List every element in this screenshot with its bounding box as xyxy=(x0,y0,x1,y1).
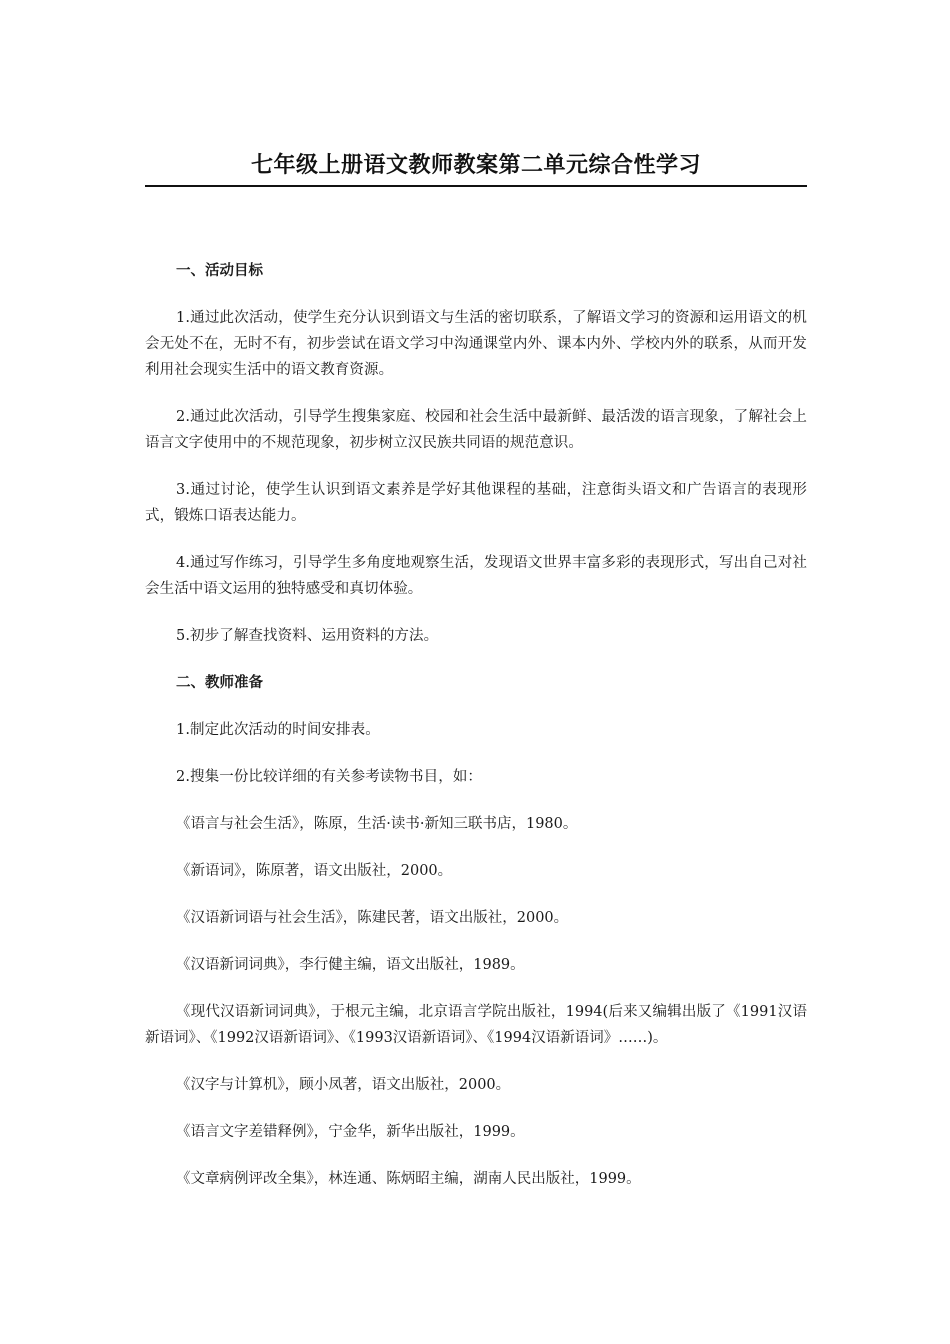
reference-entry: 《语言文字差错释例》，宁金华，新华出版社，1999。 xyxy=(176,1124,525,1140)
preparation-paragraph: 1.制定此次活动的时间安排表。 xyxy=(176,722,380,738)
reference-entry: 《文章病例评改全集》，林连通、陈炳昭主编，湖南人民出版社，1999。 xyxy=(176,1171,641,1187)
goal-paragraph: 3.通过讨论，使学生认识到语文素养是学好其他课程的基础，注意街头语文和广告语言的表现形式，锻炼口语表达能力。 xyxy=(145,482,807,524)
goal-paragraph: 1.通过此次活动，使学生充分认识到语文与生活的密切联系，了解语文学习的资源和运用语文的机会无处不在，无时不有，初步尝试在语文学习中沟通课堂内外、课本内外、学校内外的联系，从而开发利用社会现实生活中的语文教育资源。 xyxy=(145,310,807,378)
section-heading: 二、教师准备 xyxy=(176,675,263,691)
title-underline xyxy=(145,185,807,187)
goal-paragraph: 4.通过写作练习，引导学生多角度地观察生活，发现语文世界丰富多彩的表现形式，写出自己对社会生活中语文运用的独特感受和真切体验。 xyxy=(145,555,807,597)
goal-paragraph: 5.初步了解查找资料、运用资料的方法。 xyxy=(176,628,439,644)
reference-entry: 《汉语新词语与社会生活》，陈建民著，语文出版社，2000。 xyxy=(176,910,569,926)
document-title: 七年级上册语文教师教案第二单元综合性学习 xyxy=(250,153,701,178)
section-activity-goals xyxy=(145,258,807,649)
reference-entry: 《新语词》，陈原著，语文出版社，2000。 xyxy=(176,863,453,879)
reference-entry: 《汉字与计算机》，顾小凤著，语文出版社，2000。 xyxy=(176,1077,511,1093)
document-body xyxy=(145,258,807,1213)
reference-entry: 《语言与社会生活》，陈原，生活·读书·新知三联书店，1980。 xyxy=(176,816,578,832)
reference-entry: 《现代汉语新词词典》，于根元主编，北京语言学院出版社，1994(后来又编辑出版了《1991汉语新语词》、《1992汉语新语词》、《1993汉语新语词》、《1994汉语新语词》……)。 xyxy=(145,1004,807,1046)
reference-entry: 《汉语新词词典》，李行健主编，语文出版社，1989。 xyxy=(176,957,525,973)
section-teacher-preparation xyxy=(145,670,807,1192)
section-heading: 一、活动目标 xyxy=(176,263,263,279)
goal-paragraph: 2.通过此次活动，引导学生搜集家庭、校园和社会生活中最新鲜、最活泼的语言现象，了解社会上语言文字使用中的不规范现象，初步树立汉民族共同语的规范意识。 xyxy=(145,409,807,451)
preparation-paragraph: 2.搜集一份比较详细的有关参考读物书目，如： xyxy=(176,769,483,785)
